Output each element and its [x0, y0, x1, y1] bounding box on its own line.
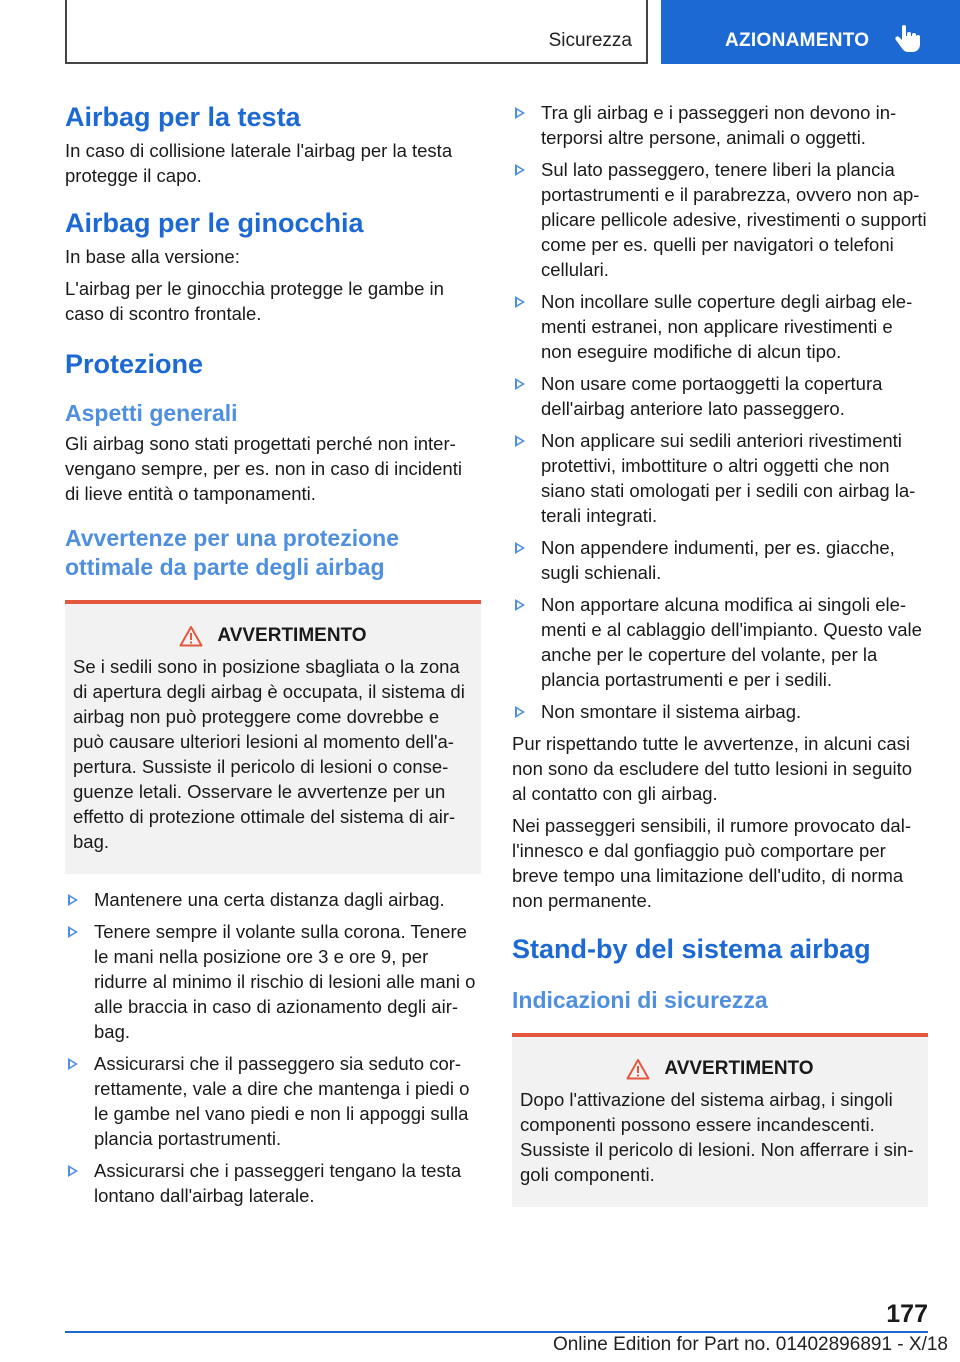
heading-aspetti-generali: Aspetti generali [65, 400, 238, 426]
page-number: 177 [886, 1300, 928, 1328]
heading-standby: Stand-by del sistema airbag [512, 934, 871, 964]
text-versione: In base alla versione: [65, 246, 240, 267]
list-item: Non usare come portaoggetti la copertura dell'airbag anteriore lato passeggero. [512, 371, 928, 421]
list-item: Assicurarsi che il passeggero sia seduto correttamente, vale a dire che mantenga i piedi o le gambe nel vano piedi e non li appoggi sulla plancia portastrumenti. [65, 1051, 481, 1151]
warning-text: Dopo l'attivazione del sistema airbag, i singoli componenti possono essere incandescenti. Sussiste il pericolo di lesioni. Non afferrare i singoli componenti. [520, 1089, 914, 1185]
bullet-triangle-icon [515, 296, 525, 308]
warning-header [73, 624, 473, 648]
warning-triangle-icon [179, 625, 203, 647]
list-item: Tra gli airbag e i passeggeri non devono interporsi altre persone, animali o oggetti. [512, 100, 928, 150]
header-tab[interactable] [661, 0, 960, 64]
text-airbag-testa: In caso di collisione laterale l'airbag per la testa protegge il capo. [65, 140, 453, 186]
bullet-triangle-icon [515, 599, 525, 611]
bullet-triangle-icon [68, 1165, 78, 1177]
bullet-list-right [512, 100, 928, 724]
left-column [65, 100, 481, 1215]
warning-box [512, 1033, 928, 1207]
heading-protezione: Protezione [65, 349, 204, 379]
bullet-list-left [65, 887, 481, 1208]
bullet-triangle-icon [68, 926, 78, 938]
bullet-triangle-icon [515, 435, 525, 447]
list-item: Non applicare sui sedili anteriori rivestimenti protettivi, imbottiture o altri oggetti che non siano stati omologati per i sedili con airbag laterali integrati. [512, 428, 928, 528]
list-item: Non smontare il sistema airbag. [512, 699, 928, 724]
list-item: Non apportare alcuna modifica ai singoli elementi e al cablaggio dell'impianto. Questo vale anche per le coperture del volante, per la plancia portastrumenti e per i sedili. [512, 592, 928, 692]
bullet-triangle-icon [515, 378, 525, 390]
text-airbag-ginocchia: L'airbag per le ginocchia protegge le gambe in caso di scontro frontale. [65, 278, 444, 324]
text-rispettando: Pur rispettando tutte le avvertenze, in alcuni casi non sono da escludere del tutto lesioni in seguito al contatto con gli airbag. [512, 733, 913, 804]
tab-label: AZIONAMENTO [725, 30, 870, 51]
warning-text: Se i sedili sono in posizione sbagliata o la zona di apertura degli airbag è occupata, il sistema di airbag non può proteggere come dovrebbe e può causare ulteriori lesioni al momento dell'apertura. Sussiste il pericolo di lesioni o conseguenze letali. Osservare le avvertenze per un effetto di protezione ottimale del sistema di airbag. [73, 656, 465, 852]
warning-title: AVVERTIMENTO [217, 625, 367, 646]
header-box [65, 0, 648, 64]
list-item: Assicurarsi che i passeggeri tengano la testa lontano dall'airbag laterale. [65, 1158, 481, 1208]
heading-airbag-testa: Airbag per la testa [65, 102, 301, 132]
list-item: Sul lato passeggero, tenere liberi la plancia portastrumenti e il parabrezza, ovvero non applicare pellicole adesive, rivestimenti o supporti come per es. quelli per navigatori o telefoni cellulari. [512, 157, 928, 282]
bullet-triangle-icon [515, 107, 525, 119]
heading-avvertenze: Avvertenze per una protezione ottimale da parte degli airbag [65, 525, 400, 580]
list-item: Non appendere indumenti, per es. giacche, sugli schienali. [512, 535, 928, 585]
warning-triangle-icon [626, 1058, 650, 1080]
footer-divider [65, 1331, 928, 1333]
warning-title: AVVERTIMENTO [664, 1058, 814, 1079]
list-item: Non incollare sulle coperture degli airbag elementi estranei, non applicare rivestimenti e non eseguire modifiche di alcun tipo. [512, 289, 928, 364]
text-passeggeri-sensibili: Nei passeggeri sensibili, il rumore provocato dall'innesco e dal gonfiaggio può comportare per breve tempo una limitazione dell'udito, di norma non permanente. [512, 815, 911, 911]
right-column [512, 100, 928, 1207]
text-aspetti-generali: Gli airbag sono stati progettati perché non intervengano sempre, per es. non in caso di incidenti di lieve entità o tamponamenti. [65, 433, 462, 504]
list-item: Tenere sempre il volante sulla corona. Tenere le mani nella posizione ore 3 e ore 9, per ridurre al minimo il rischio di lesioni alle mani o alle braccia in caso di azionamento degli airbag. [65, 919, 481, 1044]
warning-header [520, 1057, 920, 1081]
bullet-triangle-icon [515, 706, 525, 718]
bullet-triangle-icon [68, 894, 78, 906]
warning-box [65, 600, 481, 874]
list-item: Mantenere una certa distanza dagli airbag. [65, 887, 481, 912]
section-title: Sicurezza [548, 30, 632, 51]
heading-indicazioni: Indicazioni di sicurezza [512, 987, 768, 1013]
bullet-triangle-icon [68, 1058, 78, 1070]
hand-pointer-icon [895, 25, 921, 53]
heading-airbag-ginocchia: Airbag per le ginocchia [65, 208, 364, 238]
bullet-triangle-icon [515, 164, 525, 176]
bullet-triangle-icon [515, 542, 525, 554]
footer-edition: Online Edition for Part no. 01402896891 - X/18 [552, 1334, 948, 1355]
